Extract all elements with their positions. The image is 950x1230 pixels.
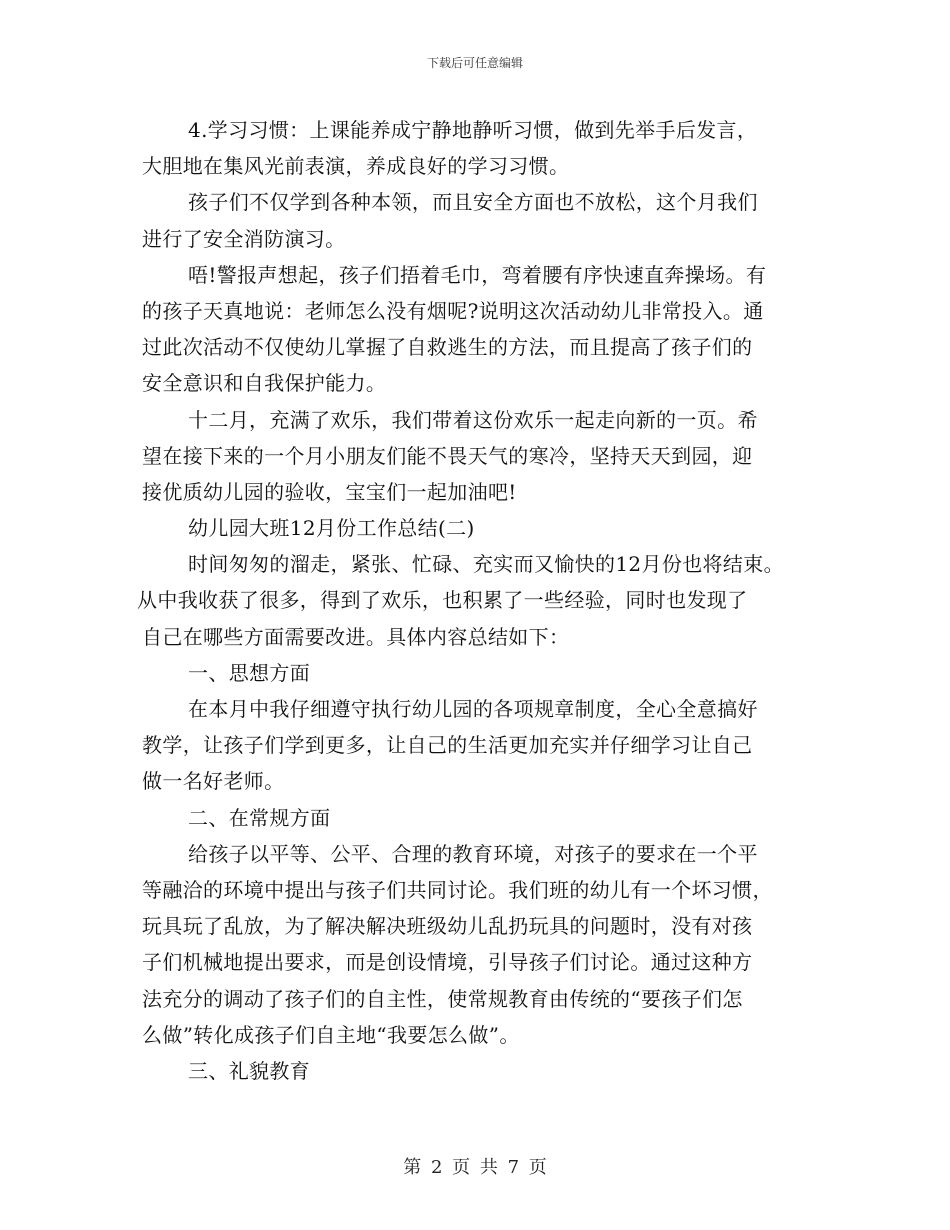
document-body — [137, 112, 822, 1089]
text-line: 时间匆匆的溜走，紧张、忙碌、充实而又愉快的12月份也将结束。 — [188, 552, 784, 577]
text-line: 等融洽的环境中提出与孩子们共同讨论。我们班的幼儿有一个坏习惯， — [142, 877, 773, 902]
text-line: 唔!警报声想起，孩子们捂着毛巾，弯着腰有序快速直奔操场。有 — [188, 262, 767, 287]
text-line: 给孩子以平等、公平、合理的教育环境，对孩子的要求在一个平 — [188, 841, 758, 866]
text-line: 教学，让孩子们学到更多，让自己的生活更加充实并仔细学习让自己 — [142, 733, 753, 758]
text-line: 安全意识和自我保护能力。 — [142, 371, 387, 396]
text-line: 从中我收获了很多，得到了欢乐，也积累了一些经验，同时也发现了 — [137, 588, 748, 613]
text-line: 在本月中我仔细遵守执行幼儿园的各项规章制度，全心全意搞好 — [188, 697, 758, 721]
text-line: 么做”转化成孩子们自主地“我要怎么做”。 — [142, 1022, 520, 1047]
text-line: 法充分的调动了孩子们的自主性，使常规教育由传统的“要孩子们怎 — [142, 986, 743, 1011]
text-line: 做一名好老师。 — [142, 769, 285, 794]
section-title: 幼儿园大班12月份工作总结(二) — [188, 516, 475, 541]
text-line: 大胆地在集风光前表演，养成良好的学习习惯。 — [142, 154, 570, 179]
text-line: 自己在哪些方面需要改进。具体内容总结如下： — [142, 624, 570, 649]
text-line: 过此次活动不仅使幼儿掌握了自救逃生的方法，而且提高了孩子们的 — [142, 335, 753, 360]
section-heading: 三、礼貌教育 — [188, 1058, 311, 1083]
page-header: 下载后可任意编辑 — [426, 56, 523, 70]
text-line: 进行了安全消防演习。 — [142, 226, 346, 251]
text-line: 接优质幼儿园的验收，宝宝们一起加油吧! — [142, 479, 517, 504]
page-footer: 第 2 页 共 7 页 — [403, 1157, 547, 1178]
text-line: 子们机械地提出要求，而是创设情境，引导孩子们讨论。通过这种方 — [142, 950, 753, 975]
text-line: 的孩子天真地说：老师怎么没有烟呢?说明这次活动幼儿非常投入。通 — [142, 298, 764, 323]
text-line: 望在接下来的一个月小朋友们能不畏天气的寒冷，坚持天天到园，迎 — [142, 443, 753, 468]
text-line: 孩子们不仅学到各种本领，而且安全方面也不放松，这个月我们 — [188, 190, 758, 215]
text-line: 4.学习习惯：上课能养成宁静地静听习惯，做到先举手后发言， — [188, 118, 758, 142]
section-heading: 一、思想方面 — [188, 660, 311, 685]
section-heading: 二、在常规方面 — [188, 805, 331, 830]
text-line: 玩具玩了乱放，为了解决解决班级幼儿乱扔玩具的问题时，没有对孩 — [142, 914, 753, 939]
text-line: 十二月，充满了欢乐，我们带着这份欢乐一起走向新的一页。希 — [188, 407, 758, 432]
